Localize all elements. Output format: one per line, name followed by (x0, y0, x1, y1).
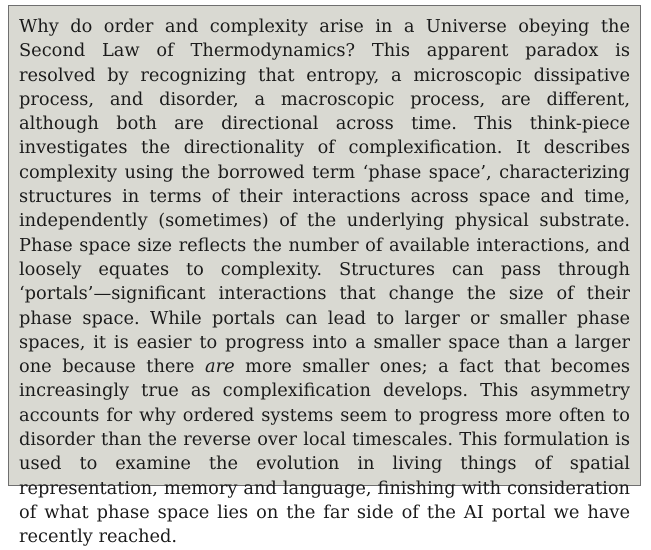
abstract-text-part-2: more smaller ones; a fact that becomes increasingly true as complexification develops. This asymmetry accounts for why ordered systems seem to progress more often to disorder than the reverse over local timescales. This formulation is used to examine the evolution in living things of spatial representation, memory and language, finishing with consideration of what phase space lies on the far side of the AI portal we have recently reached. (19, 356, 630, 548)
abstract-paragraph (19, 15, 630, 550)
abstract-box (8, 5, 641, 548)
abstract-text-part-1: Why do order and complexity arise in a Universe obeying the Second Law of Thermodynamics? This apparent paradox is resolved by recognizing that entropy, a microscopic dissipative process, and disorder, a macroscopic process, are different, although both are directional across time. This think-piece investigates the directionality of complexification. It describes complexity using the borrowed term ‘phase space’, characterizing structures in terms of their interactions across space and time, independently (sometimes) of the underlying physical substrate. Phase space size reflects the number of available interactions, and loosely equates to complexity. Structures can pass through ‘portals’—significant interactions that change the size of their phase space. While portals can lead to larger or smaller phase spaces, it is easier to progress into a smaller space than a larger one because there (19, 16, 630, 378)
abstract-emphasis: are (204, 356, 235, 378)
